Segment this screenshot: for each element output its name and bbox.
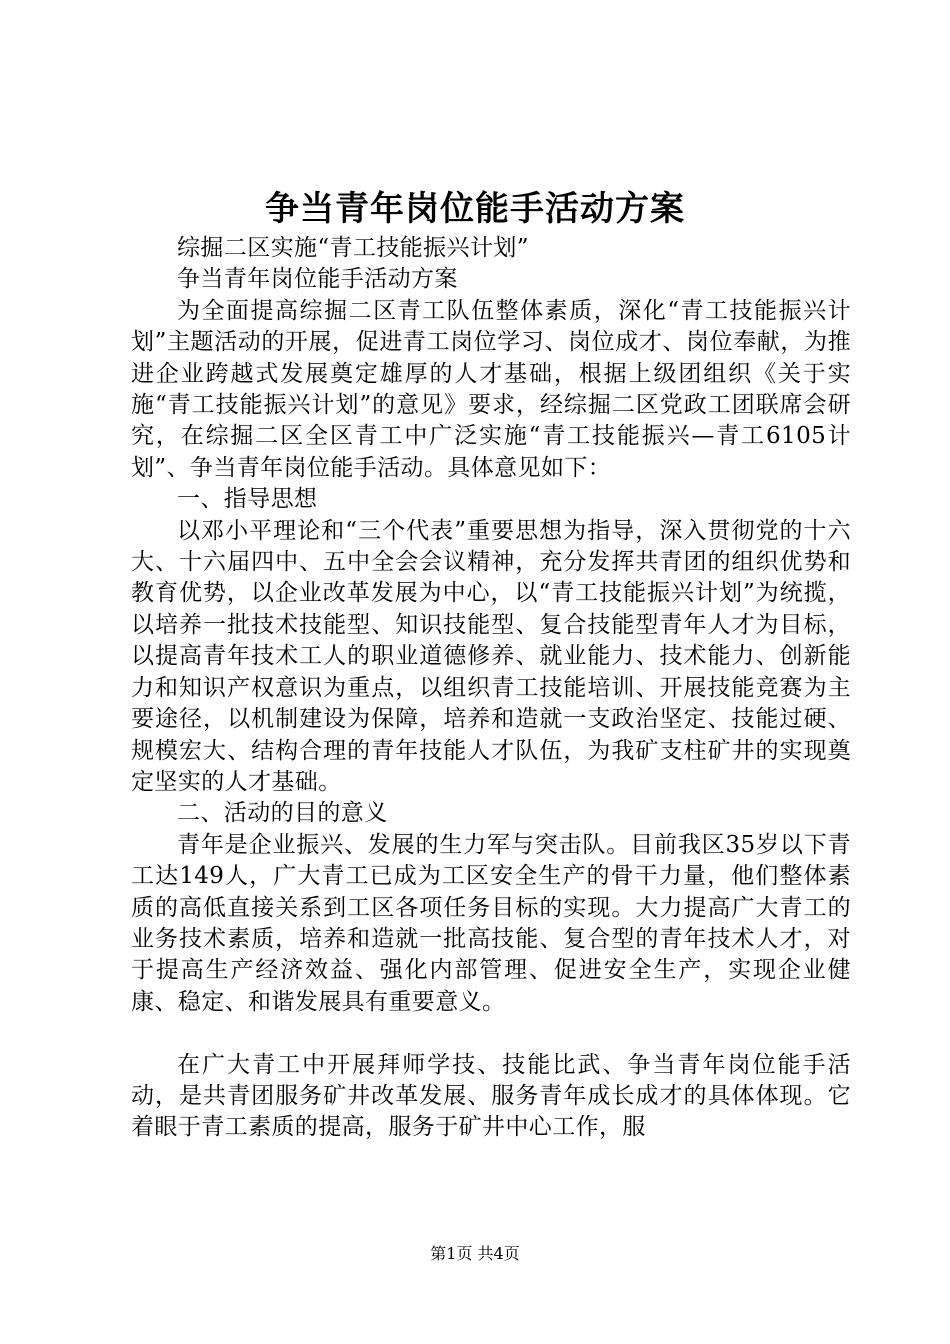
- page-footer: 第1页 共4页: [430, 1244, 520, 1263]
- paragraph-purpose: 青年是企业振兴、发展的生力军与突击队。目前我区35岁以下青工达149人，广大青工已成为工区安全生产的骨干力量，他们整体素质的高低直接关系到工区各项任务目标的实现。大力提高广大青工的业务技术素质，培养和造就一批高技能、复合型的青年技术人才，对于提高生产经济效益、强化内部管理、促进安全生产，实现企业健康、稳定、和谐发展具有重要意义。: [131, 831, 851, 1015]
- document-body: [131, 233, 851, 1144]
- paragraph-introduction: 为全面提高综掘二区青工队伍整体素质，深化“青工技能振兴计划”主题活动的开展，促进青工岗位学习、岗位成才、岗位奉献，为推进企业跨越式发展奠定雄厚的人才基础，根据上级团组织《关于实施“青工技能振兴计划”的意见》要求，经综掘二区党政工团联席会研究，在综掘二区全区青工中广泛实施“青工技能振兴—青工6105计划”、争当青年岗位能手活动。具体意见如下：: [131, 297, 851, 481]
- section-heading-purpose: 二、活动的目的意义: [177, 800, 388, 827]
- paragraph-activity-significance: 在广大青工中开展拜师学技、技能比武、争当青年岗位能手活动，是共青团服务矿井改革发展、服务青年成长成才的具体体现。它着眼于青工素质的提高，服务于矿井中心工作，服: [131, 1051, 851, 1141]
- paragraph-subtitle-line-1: 综掘二区实施“青工技能振兴计划”: [177, 235, 529, 261]
- paragraph-guiding-thought: 以邓小平理论和“三个代表”重要思想为指导，深入贯彻党的十六大、十六届四中、五中全会会议精神，充分发挥共青团的组织优势和教育优势，以企业改革发展为中心，以“青工技能振兴计划”为统揽，以培养一批技术技能型、知识技能型、复合技能型青年人才为目标，以提高青年技术工人的职业道德修养、就业能力、技术能力、创新能力和知识产权意识为重点，以组织青工技能培训、开展技能竞赛为主要途径，以机制建设为保障，培养和造就一支政治坚定、技能过硬、规模宏大、结构合理的青年技能人才队伍，为我矿支柱矿井的实现奠定坚实的人才基础。: [131, 517, 851, 795]
- section-heading-guiding-thought: 一、指导思想: [177, 486, 318, 513]
- paragraph-subtitle-line-2: 争当青年岗位能手活动方案: [177, 266, 458, 293]
- document-title: 争当青年岗位能手活动方案: [265, 189, 685, 229]
